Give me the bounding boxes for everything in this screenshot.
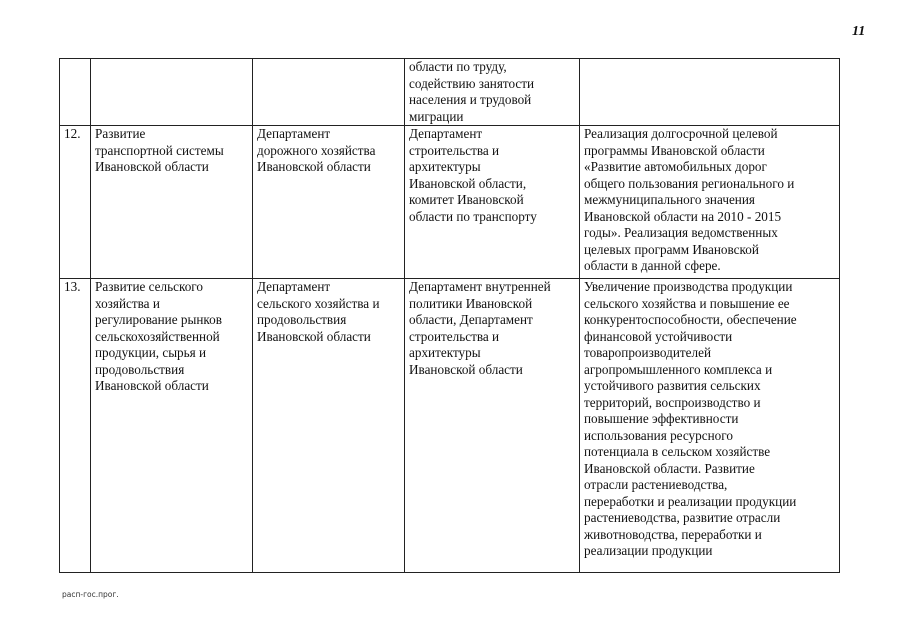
row-number-cell: 13. (60, 279, 91, 573)
direction-cell (91, 59, 253, 126)
content-cell (580, 59, 840, 126)
responsible-cell: Департамент дорожного хозяйства Ивановской области (253, 126, 405, 279)
direction-cell: Развитие транспортной системы Ивановской области (91, 126, 253, 279)
responsible-cell (253, 59, 405, 126)
content-cell: Реализация долгосрочной целевой программы Ивановской области «Развитие автомобильных дорог общего пользования регионального и межмуниципального значения Ивановской области на 2010 - 2015 годы». Реализация ведомственных целевых программ Ивановской области в данной сфере. (580, 126, 840, 279)
coexecutors-cell: Департамент строительства и архитектуры Ивановской области, комитет Ивановской области по транспорту (405, 126, 580, 279)
coexecutors-cell: Департамент внутренней политики Ивановской области, Департамент строительства и архитектуры Ивановской области (405, 279, 580, 573)
row-number-cell: 12. (60, 126, 91, 279)
footer-filename: расп-гос.прог. (62, 590, 119, 599)
coexecutors-cell: области по труду, содействию занятости населения и трудовой миграции (405, 59, 580, 126)
responsible-cell: Департамент сельского хозяйства и продовольствия Ивановской области (253, 279, 405, 573)
table-row (60, 59, 840, 126)
row-number-cell (60, 59, 91, 126)
programs-table (59, 58, 840, 573)
content-cell: Увеличение производства продукции сельского хозяйства и повышение ее конкурентоспособности, обеспечение финансовой устойчивости товаропроизводителей агропромышленного комплекса и устойчивого развития сельских территорий, воспроизводство и повышение эффективности использования ресурсного потенциала в сельском хозяйстве Ивановской области. Развитие отрасли растениеводства, переработки и реализации продукции растениеводства, развитие отрасли животноводства, переработки и реализации продукции (580, 279, 840, 573)
page-number: 11 (852, 24, 866, 39)
table-row (60, 126, 840, 279)
direction-cell: Развитие сельского хозяйства и регулирование рынков сельскохозяйственной продукции, сырья и продовольствия Ивановской области (91, 279, 253, 573)
table-row (60, 279, 840, 573)
